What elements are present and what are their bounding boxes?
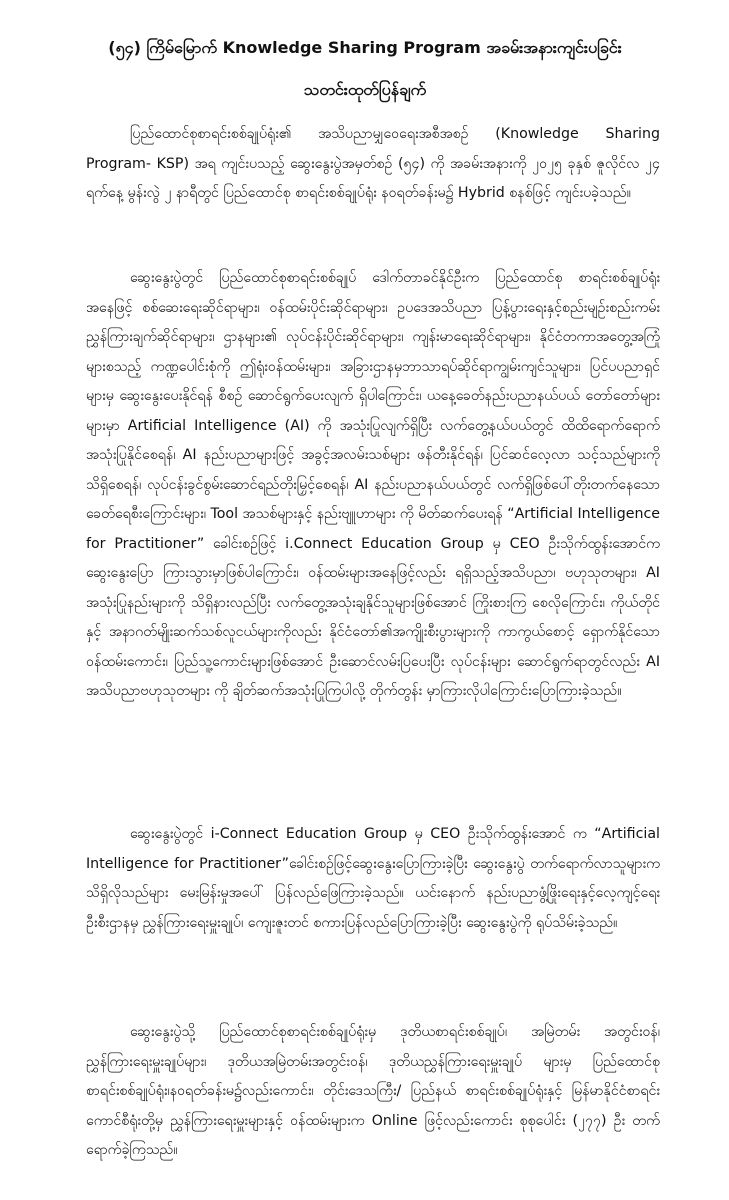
press-release-heading: သတင်းထုတ်ပြန်ချက် bbox=[303, 80, 427, 99]
paragraph-opening: ပြည်ထောင်စုစာရင်းစစ်ချုပ်ရုံး၏ အသိပညာမျှဝေရေးအစီအစဉ် (Knowledge Sharing Program- KSP) အရ ကျင်းပသည့် ဆွေးနွေးပွဲအမှတ်စဉ် (၅၄) ကို အခမ်းအနားကို ၂၀၂၅ ခုနှစ် ဇူလိုင်လ ၂၄ ရက်နေ့ မွန်းလွဲ ၂ နာရီတွင် ပြည်ထောင်စု စာရင်းစစ်ချုပ်ရုံး နဝရတ်ခန်းမ၌ Hybrid စနစ်ဖြင့် ကျင်းပခဲ့သည်။ bbox=[86, 126, 660, 201]
paragraph-attendance: ဆွေးနွေးပွဲသို့ ပြည်ထောင်စုစာရင်းစစ်ချုပ်ရုံးမှ ဒုတိယစာရင်းစစ်ချုပ်၊ အမြဲတမ်း အတွင်းဝန်၊ ညွှန်ကြားရေးမှူးချုပ်များ၊ ဒုတိယအမြဲတမ်းအတွင်းဝန်၊ ဒုတိယညွှန်ကြားရေးမှူးချုပ် များမှ ပြည်ထောင်စုစာရင်းစစ်ချုပ်ရုံး၊နဝရတ်ခန်းမ၌လည်းကောင်း၊ တိုင်းဒေသကြီး/ ပြည်နယ် စာရင်းစစ်ချုပ်ရုံးနှင့် မြန်မာနိုင်ငံစာရင်းကောင်စီရုံးတို့မှ ညွှန်ကြားရေးမှူးများနှင့် ဝန်ထမ်းများက Online ဖြင့်လည်းကောင်း စုစုပေါင်း (၂၇၇) ဦး တက်ရောက်ခဲ့ကြသည်။ bbox=[86, 1024, 660, 1158]
document-title: (၅၄) ကြိမ်မြောက် Knowledge Sharing Program အခမ်းအနားကျင်းပခြင်း bbox=[108, 38, 622, 57]
paragraph-discussion: ဆွေးနွေးပွဲတွင် i-Connect Education Group မှ CEO ဦးသိုက်ထွန်းအောင် က “Artificial Intelligence for Practitioner”ခေါင်းစဉ်ဖြင့်ဆွေးနွေးပြောကြားခဲ့ပြီး ဆွေးနွေးပွဲ တက်ရောက်လာသူများက သိရှိလိုသည်များ မေးမြန်းမှုအပေါ် ပြန်လည်ဖြေကြားခဲ့သည်။ ယင်းနောက် နည်းပညာဖွံ့ဖြိုးရေးနှင့်လေ့ကျင့်ရေးဦးစီးဌာနမှ ညွှန်ကြားရေးမှူးချုပ်၊ ကျေးဇူးတင် စကားပြန်လည်ပြောကြားခဲ့ပြီး ဆွေးနွေးပွဲကို ရုပ်သိမ်းခဲ့သည်။ bbox=[86, 826, 660, 931]
paragraph-speech: ဆွေးနွေးပွဲတွင် ပြည်ထောင်စုစာရင်းစစ်ချုပ် ဒေါက်တာခင်နိုင်ဦးက ပြည်ထောင်စု စာရင်းစစ်ချုပ်ရုံးအနေဖြင့် စစ်ဆေးရေးဆိုင်ရာများ၊ ဝန်ထမ်းပိုင်းဆိုင်ရာများ၊ ဥပဒေအသိပညာ ပြန့်ပွားရေးနှင့်စည်းမျဉ်းစည်းကမ်းညွှန်ကြားချက်ဆိုင်ရာများ၊ ဌာနများ၏ လုပ်ငန်းပိုင်းဆိုင်ရာများ၊ ကျန်းမာရေးဆိုင်ရာများ၊ နိုင်ငံတကာအတွေ့အကြုံများစသည့် ကဏ္ဍပေါင်းစုံကို ဤရုံးဝန်ထမ်းများ၊ အခြားဌာနမှဘာသာရပ်ဆိုင်ရာကျွမ်းကျင်သူများ၊ ပြင်ပပညာရှင်များမှ ဆွေးနွေးပေးနိုင်ရန် စီစဉ် ဆောင်ရွက်ပေးလျက် ရှိပါကြောင်း၊ ယနေ့ခေတ်နည်းပညာနယ်ပယ် တော်တော်များများမှာ Artificial Intelligence (AI) ကို အသုံးပြုလျက်ရှိပြီး လက်တွေ့နယ်ပယ်တွင် ထိထိရောက်ရောက် အသုံးပြုနိုင်စေရန်၊ AI နည်းပညာများဖြင့် အခွင့်အလမ်းသစ်များ ဖန်တီးနိုင်ရန်၊ ပြင်ဆင်လေ့လာ သင့်သည်များကိုသိရှိစေရန်၊ လုပ်ငန်းခွင်စွမ်းဆောင်ရည်တိုးမြှင့်စေရန်၊ AI နည်းပညာနယ်ပယ်တွင် လက်ရှိဖြစ်ပေါ်တိုးတက်နေသော ခေတ်ရေစီးကြောင်းများ၊ Tool အသစ်များနှင့် နည်းဗျူဟာများ ကို မိတ်ဆက်ပေးရန် “Artificial Intelligence for Practitioner” ခေါင်းစဉ်ဖြင့် i.Connect Education Group မှ CEO ဦးသိုက်ထွန်းအောင်က ဆွေးနွေးပြော ကြားသွားမှာဖြစ်ပါကြောင်း၊ ဝန်ထမ်းများအနေဖြင့်လည်း ရရှိသည့်အသိပညာ၊ ဗဟုသုတများ၊ AI အသုံးပြုနည်းများကို သိရှိနားလည်ပြီး လက်တွေ့အသုံးချနိုင်သူများဖြစ်အောင် ကြိုးစားကြ စေလိုကြောင်း၊ ကိုယ်တိုင်နှင့် အနာဂတ်မျိုးဆက်သစ်လူငယ်များကိုလည်း နိုင်ငံတော်၏အကျိုးစီးပွားများကို ကာကွယ်စောင့် ရှောက်နိုင်သော ဝန်ထမ်းကောင်း၊ ပြည်သူ့ကောင်းများဖြစ်အောင် ဦးဆောင်လမ်းပြပေးပြီး လုပ်ငန်းများ ဆောင်ရွက်ရာတွင်လည်း AI အသိပညာဗဟုသုတများ ကို ချိတ်ဆက်အသုံးပြုကြပါလို့ တိုက်တွန်း မှာကြားလိုပါကြောင်းပြောကြားခဲ့သည်။ bbox=[86, 270, 660, 699]
